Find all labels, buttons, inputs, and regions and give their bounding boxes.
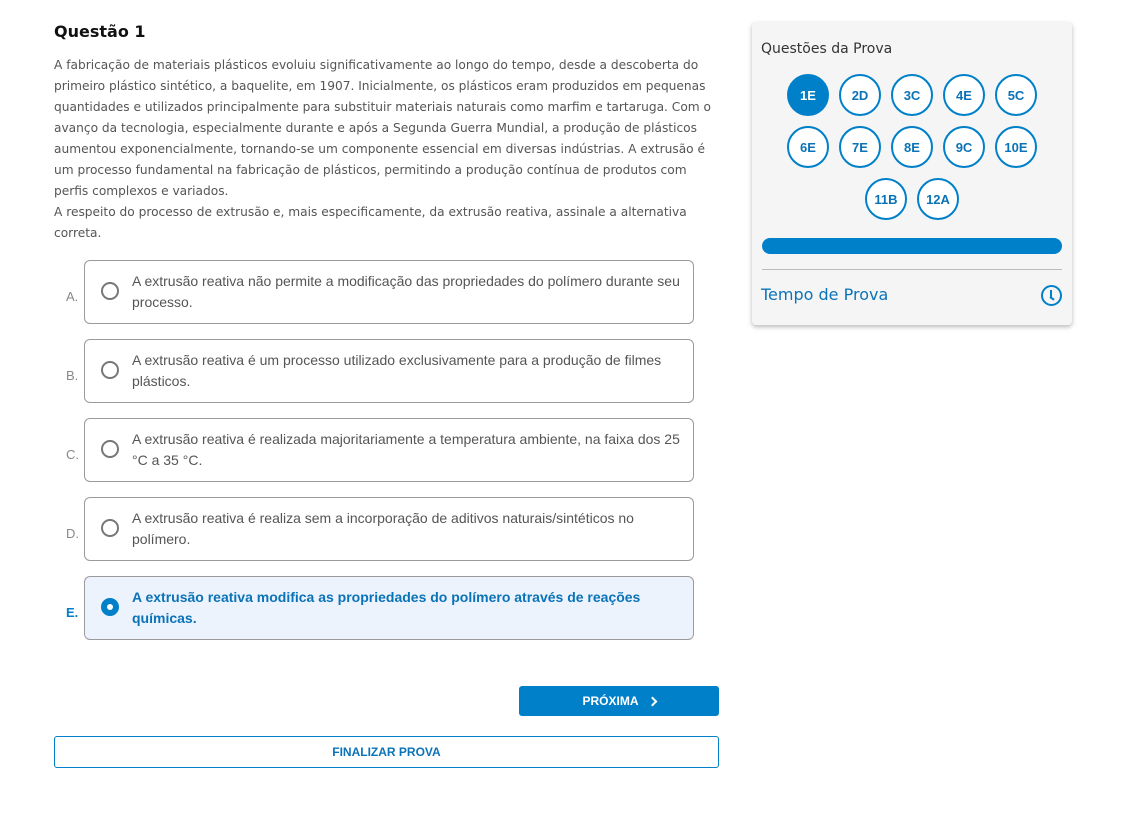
- option-letter: D.: [66, 526, 79, 541]
- option-box[interactable]: [84, 418, 694, 482]
- question-prompt: A respeito do processo de extrusão e, mais especificamente, da extrusão reativa, assinale a alternativa correta.: [54, 205, 687, 240]
- exam-questions-panel: [752, 22, 1072, 325]
- question-paragraph: A fabricação de materiais plásticos evoluiu significativamente ao longo do tempo, desde a descoberta do primeiro plástico sintético, a baquelite, em 1907. Inicialmente, os plásticos eram produzidos em pequenas quantidades e utilizados principalmente para substituir materiais naturais como marfim e tartaruga. Com o avanço da tecnologia, especialmente durante e após a Segunda Guerra Mundial, a produção de plásticos aumentou exponencialmente, tornando-se um componente essencial em diversas indústrias. A extrusão é um processo fundamental na fabricação de plásticos, permitindo a produção contínua de produtos com perfis complexos e variados.: [54, 58, 711, 198]
- question-row: [786, 74, 1038, 116]
- option-d[interactable]: [54, 497, 694, 561]
- option-letter: B.: [66, 368, 79, 383]
- finish-button-label: FINALIZAR PROVA: [332, 745, 441, 759]
- question-section: [54, 22, 719, 244]
- radio-button-icon[interactable]: [101, 282, 119, 300]
- next-button[interactable]: [519, 686, 719, 716]
- question-body: [54, 55, 719, 244]
- divider: [762, 269, 1062, 270]
- question-nav-button[interactable]: 11B: [865, 178, 907, 220]
- option-box[interactable]: [84, 339, 694, 403]
- question-nav-button[interactable]: 6E: [787, 126, 829, 168]
- chevron-right-icon: [647, 696, 657, 706]
- question-navigator: [786, 74, 1038, 230]
- option-box[interactable]: [84, 260, 694, 324]
- finish-exam-button[interactable]: [54, 736, 719, 768]
- next-button-label: PRÓXIMA: [582, 694, 639, 708]
- option-letter: A.: [66, 289, 79, 304]
- option-text: A extrusão reativa é realizada majoritariamente a temperatura ambiente, na faixa dos 25 °C a 35 °C.: [132, 431, 680, 468]
- question-nav-button[interactable]: 1E: [787, 74, 829, 116]
- question-nav-button[interactable]: 2D: [839, 74, 881, 116]
- option-c[interactable]: [54, 418, 694, 482]
- option-text: A extrusão reativa modifica as propriedades do polímero através de reações químicas.: [132, 589, 641, 626]
- question-row: [786, 178, 1038, 220]
- option-text: A extrusão reativa é um processo utilizado exclusivamente para a produção de filmes plásticos.: [132, 352, 662, 389]
- question-nav-button[interactable]: 4E: [943, 74, 985, 116]
- exam-timer-label: Tempo de Prova: [761, 285, 889, 304]
- answer-options: [54, 260, 694, 655]
- question-nav-button[interactable]: 7E: [839, 126, 881, 168]
- question-nav-button[interactable]: 10E: [995, 126, 1037, 168]
- option-box[interactable]: [84, 576, 694, 640]
- radio-button-selected-icon[interactable]: [101, 598, 119, 616]
- question-nav-button[interactable]: 8E: [891, 126, 933, 168]
- question-nav-button[interactable]: 12A: [917, 178, 959, 220]
- question-row: [786, 126, 1038, 168]
- radio-button-icon[interactable]: [101, 361, 119, 379]
- question-nav-button[interactable]: 5C: [995, 74, 1037, 116]
- question-title: Questão 1: [54, 22, 146, 41]
- option-text: A extrusão reativa é realiza sem a incorporação de aditivos naturais/sintéticos no polímero.: [132, 510, 634, 547]
- radio-button-icon[interactable]: [101, 440, 119, 458]
- question-nav-button[interactable]: 3C: [891, 74, 933, 116]
- exam-progress-bar: [762, 238, 1062, 254]
- option-b[interactable]: [54, 339, 694, 403]
- clock-icon[interactable]: [1041, 285, 1062, 306]
- panel-title: Questões da Prova: [761, 41, 893, 57]
- option-a[interactable]: [54, 260, 694, 324]
- question-nav-button[interactable]: 9C: [943, 126, 985, 168]
- option-letter: C.: [66, 447, 79, 462]
- option-letter: E.: [66, 605, 79, 620]
- option-box[interactable]: [84, 497, 694, 561]
- option-e[interactable]: [54, 576, 694, 640]
- radio-button-icon[interactable]: [101, 519, 119, 537]
- option-text: A extrusão reativa não permite a modificação das propriedades do polímero durante seu processo.: [132, 273, 680, 310]
